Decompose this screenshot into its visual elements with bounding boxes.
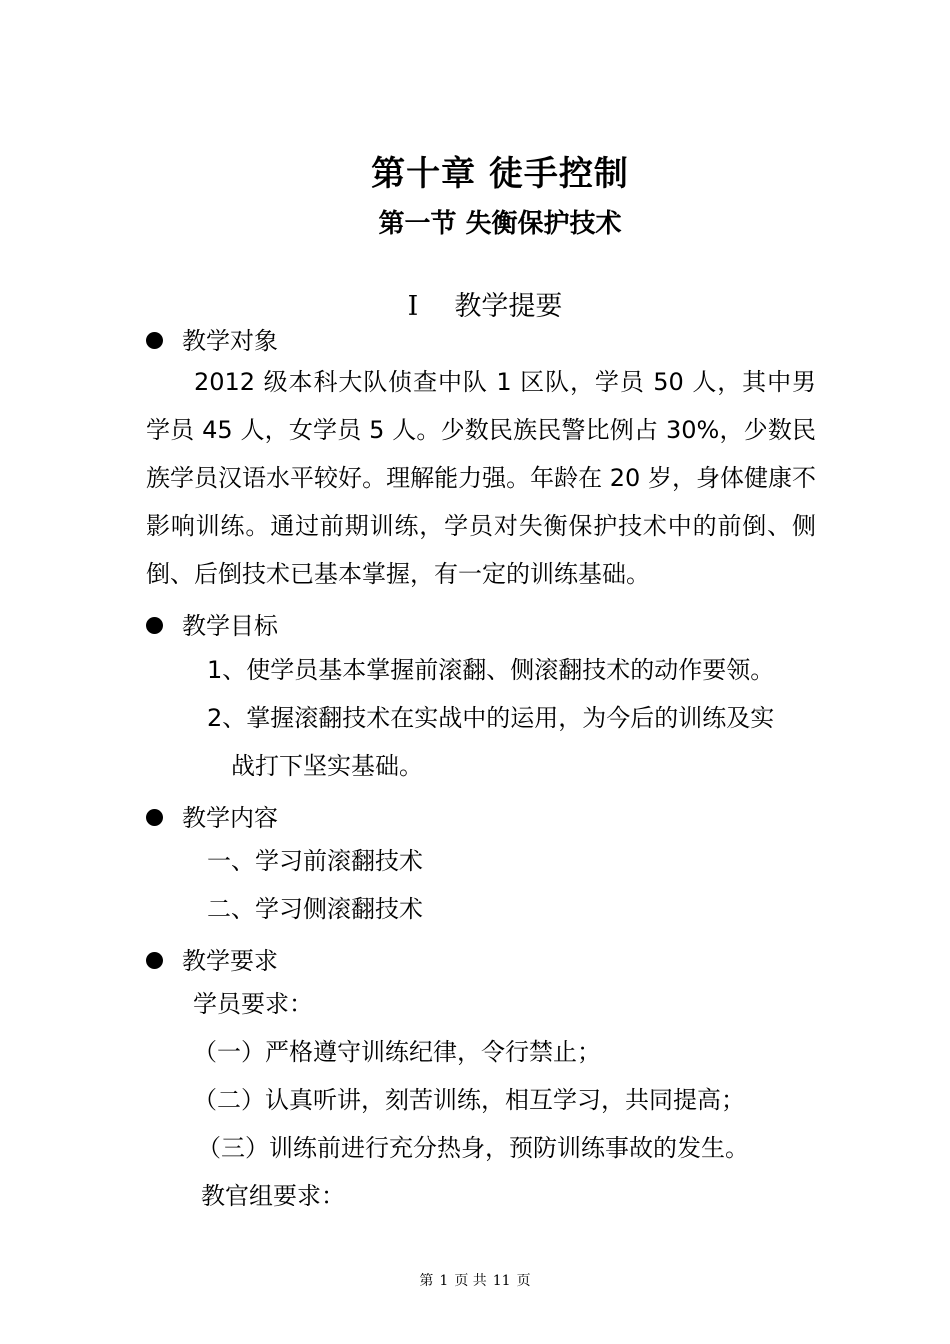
- goal-item-2-line-2: 战打下坚实基础。: [231, 752, 423, 780]
- requirement-item-1: （一）严格遵守训练纪律，令行禁止；: [193, 1038, 601, 1066]
- part-numeral: I: [407, 291, 419, 322]
- object-paragraph: 2012 级本科大队侦查中队 1 区队，学员 50 人，其中男学员 45 人，女学员 5 人。少数民族民警比例占 30%，少数民族学员汉语水平较好。理解能力强。年龄在 20 岁，身体健康不影响训练。通过前期训练，学员对失衡保护技术中的前倒、侧倒、后倒技术已基本掌握，有一定的训练基础。: [146, 368, 816, 588]
- bullet-icon: [146, 617, 163, 634]
- content-item-2: 二、学习侧滚翻技术: [207, 895, 423, 923]
- footer-page-number: 1: [439, 1273, 449, 1289]
- footer-total-pages: 11: [492, 1273, 511, 1289]
- goal-item-2-line-1: 2、掌握滚翻技术在实战中的运用，为今后的训练及实: [207, 704, 775, 732]
- bullet-icon: [146, 952, 163, 969]
- requirements-heading: [146, 946, 278, 976]
- footer-prefix: 第: [419, 1273, 434, 1289]
- chapter-title: 第十章 徒手控制: [371, 154, 629, 194]
- goals-heading: [146, 611, 278, 641]
- page-footer: [0, 1270, 950, 1290]
- footer-middle: 页 共: [454, 1273, 487, 1289]
- student-requirements-label: 学员要求：: [193, 990, 313, 1018]
- content-item-1: 一、学习前滚翻技术: [207, 847, 423, 875]
- content-heading: [146, 803, 278, 833]
- requirement-item-2: （二）认真听讲，刻苦训练，相互学习，共同提高；: [193, 1086, 745, 1114]
- goals-heading-text: 教学目标: [182, 612, 278, 640]
- footer-suffix: 页: [516, 1273, 531, 1289]
- part-title-text: 教学提要: [454, 291, 563, 322]
- requirement-item-3: （三）训练前进行充分热身，预防训练事故的发生。: [197, 1134, 749, 1162]
- content-heading-text: 教学内容: [182, 804, 278, 832]
- part-title: [0, 284, 950, 323]
- goal-item-1: 1、使学员基本掌握前滚翻、侧滚翻技术的动作要领。: [207, 656, 775, 684]
- bullet-icon: [146, 332, 163, 349]
- bullet-icon: [146, 809, 163, 826]
- object-heading: [146, 326, 278, 356]
- section-title: 第一节 失衡保护技术: [378, 209, 622, 239]
- object-heading-text: 教学对象: [182, 327, 278, 355]
- requirements-heading-text: 教学要求: [182, 947, 278, 975]
- instructor-requirements-label: 教官组要求：: [201, 1182, 345, 1210]
